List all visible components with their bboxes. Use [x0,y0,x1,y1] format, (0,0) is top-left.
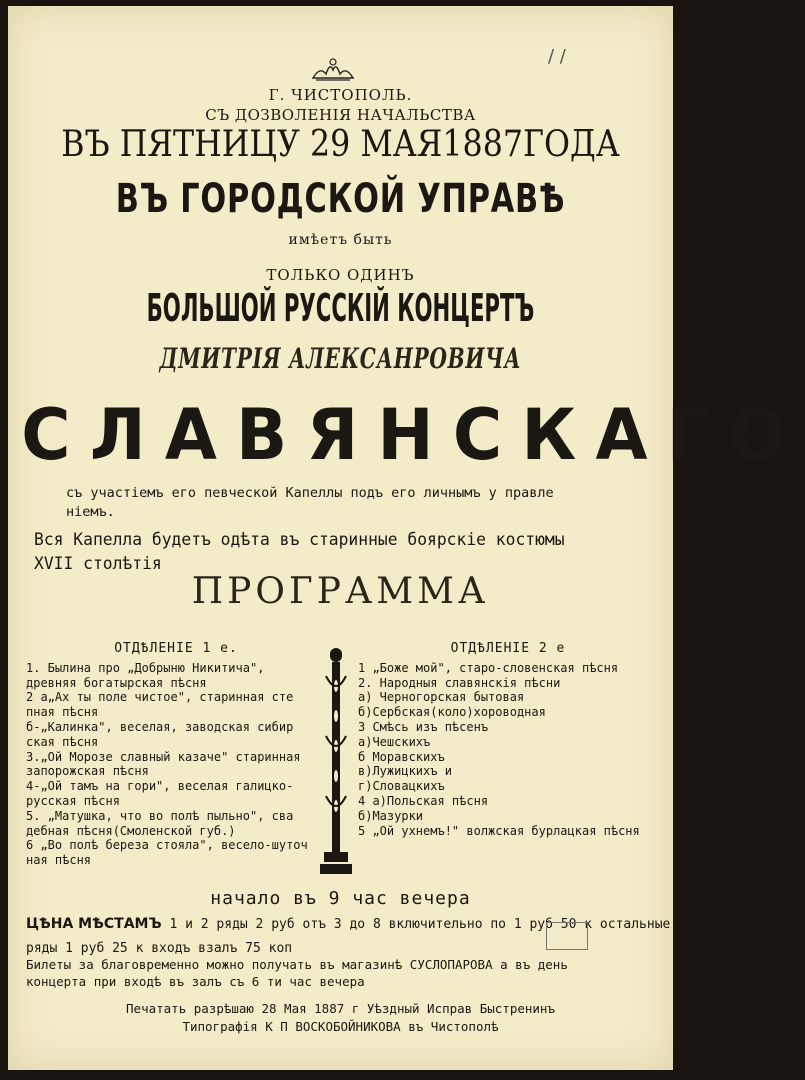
program-title: ПРОГРАММА [191,571,490,612]
program-line: ская пѣсня [26,734,99,749]
tickets-line-1: Билеты за благовременно можно получать въ магазинѣ СУСЛОПАРОВА а въ день [26,957,568,972]
intro-line-3: Вся Капелла будетъ одѣта въ старинные боярскіе костюмы [34,530,565,550]
prices-label: ЦѢНА МѢСТАМЪ [26,916,162,932]
program-line: 2 а„Ах ты поле чистое", старинная сте [26,690,294,705]
handwritten-mark: / / [548,46,566,67]
program-line: русская пѣсня [26,793,120,808]
city-line: Г. ЧИСТОПОЛЬ. [268,86,413,104]
poster-sheet [8,6,805,1070]
performer-surname: СЛАВЯНСКАГО [21,394,805,476]
program-line: дебная пѣсня(Смоленской губ.) [26,823,236,838]
archive-stamp [546,922,588,950]
tickets-line-2: концерта при входѣ въ залъ съ 6 ти час вечера [26,974,365,989]
program-line: ная пѣсня [26,853,92,868]
program-part-2 [358,642,658,838]
date-line: ВЪ ПЯТНИЦУ 29 МАЯ1887ГОДА [61,124,620,165]
program-line: а)Чешскихъ [358,734,431,749]
printer-line: Типографія К П ВОСКОБОЙНИКОВА въ Чистополѣ [182,1019,499,1034]
program-line: 1. Былина про „Добрыню Никитича", [26,660,265,675]
venue-line: ВЪ ГОРОДСКОЙ УПРАВѢ [115,176,566,222]
performer-first-names: ДМИТРІЯ АЛЕКСАНРОВИЧА [159,342,522,375]
program-line: а) Черногорская бытовая [358,690,525,705]
program-line: г)Словацкихъ [358,779,445,794]
intro-line-4: XVII столѣтія [34,554,162,574]
censor-line: Печатать разрѣшаю 28 Мая 1887 г Уѣздный Исправ Быстренинъ [126,1001,555,1016]
program-line: запорожская пѣсня [26,764,149,779]
crown-ornament-icon [308,56,358,84]
concert-line: БОЛЬШОЙ РУССКІЙ КОНЦЕРТЪ [146,286,535,330]
intro-line-1: съ участіемъ его певческой Капеллы подъ его личнымъ у правле [66,485,554,501]
program-line: 3.„Ой Морозе славный казаче" старинная [26,749,301,764]
program-line: пная пѣсня [26,705,99,720]
program-line: 3 Смѣсь изъ пѣсенъ [358,719,489,734]
part-2-title: ОТДѢЛЕНІЕ 2 е [450,641,566,656]
program-line: 2. Народныя славянскія пѣсни [358,675,561,690]
program-part-1 [26,642,326,868]
program-line: 4-„Ой тамъ на гори", веселая галицко- [26,779,294,794]
prices-line-1: 1 и 2 ряды 2 руб отъ 3 до 8 включительно по 1 руб 50 к остальные [161,917,671,932]
ornamental-column-icon [316,646,356,878]
only-one-line: ТОЛЬКО ОДИНЪ [266,266,415,284]
program-line: 1 „Боже мой", старо-словенская пѣсня [358,660,619,675]
intro-line-2: ніемъ. [66,504,115,520]
start-time: начало въ 9 час вечера [210,888,471,909]
part-1-title: ОТДѢЛЕНІЕ 1 е. [114,641,238,656]
program-line: 6 „Во полѣ береза стояла", весело-шуточ [26,838,308,853]
program-line: 5. „Матушка, что во полѣ пыльно", сва [26,808,294,823]
program-line: б)Сербская(коло)хороводная [358,705,546,720]
program-line: б Моравскихъ [358,749,445,764]
program-line: 5 „Ой ухнемъ!" волжская бурлацкая пѣсня [358,823,640,838]
prices-line-2: ряды 1 руб 25 к входъ взалъ 75 коп [26,941,293,956]
program-line: б)Мазурки [358,808,424,823]
program-line: в)Лужицкихъ и [358,764,452,779]
tickets-block [26,956,666,990]
program-line: б-„Калинка", веселая, заводская сибир [26,719,294,734]
program-line: 4 а)Польская пѣсня [358,793,489,808]
will-be-line: имѣетъ быть [288,232,393,248]
permission-line: СЪ ДОЗВОЛЕНІЯ НАЧАЛЬСТВА [205,106,476,124]
program-line: древняя богатырская пѣсня [26,675,207,690]
